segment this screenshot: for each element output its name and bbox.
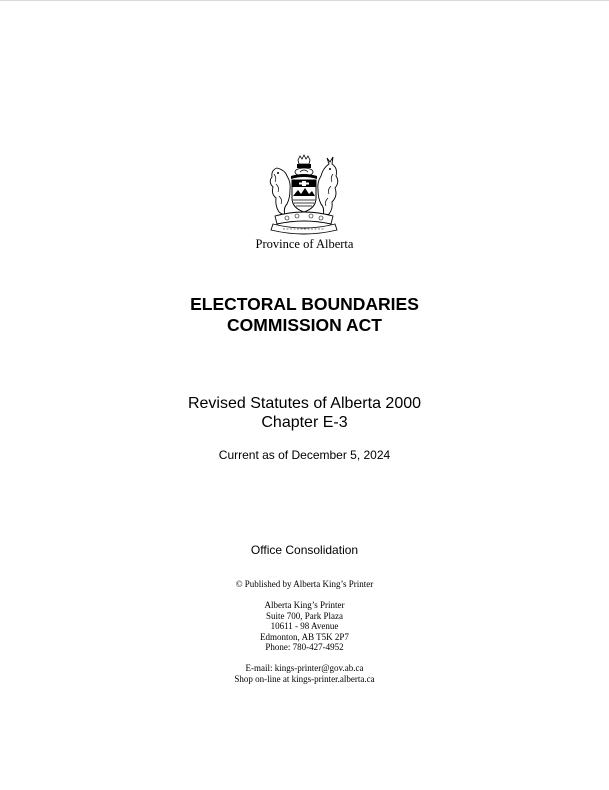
address-line: Edmonton, AB T5K 2P7: [260, 631, 349, 642]
address-line: Alberta King’s Printer: [264, 600, 345, 610]
phone-line: Phone: 780-427-4952: [265, 642, 344, 652]
chapter-line: Chapter E-3: [261, 414, 348, 431]
shop-online-line: Shop on-line at kings-printer.alberta.ca: [234, 673, 375, 684]
statutes-reference: [0, 394, 609, 432]
act-title: [0, 294, 609, 336]
contact-block: [0, 663, 609, 684]
alberta-coat-of-arms-icon: [263, 154, 345, 238]
printer-address-block: [0, 600, 609, 653]
email-line: E-mail: kings-printer@gov.ab.ca: [245, 663, 364, 673]
address-line: Suite 700, Park Plaza: [266, 610, 343, 621]
statutes-line: Revised Statutes of Alberta 2000: [187, 395, 422, 412]
office-consolidation-label: Office Consolidation: [250, 543, 359, 557]
act-title-line-1: ELECTORAL BOUNDARIES: [190, 294, 419, 314]
current-as-of-date: Current as of December 5, 2024: [218, 448, 391, 462]
address-line: 10611 - 98 Avenue: [270, 621, 339, 631]
act-title-line-2: COMMISSION ACT: [227, 315, 382, 335]
province-label: Province of Alberta: [255, 237, 354, 251]
published-by-notice: © Published by Alberta King’s Printer: [235, 579, 374, 589]
